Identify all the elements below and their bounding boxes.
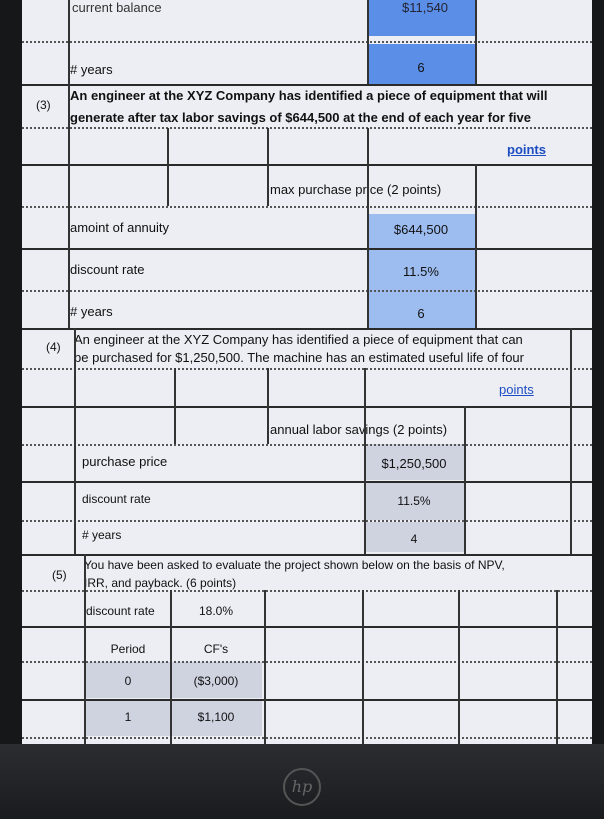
grid-line (84, 554, 86, 744)
question-3-number: (3) (36, 98, 51, 112)
period-1: 1 (124, 710, 132, 724)
q3-discount-value: 11.5% (403, 264, 439, 279)
q3-years2-label: # years (70, 304, 113, 319)
period-header: Period (110, 642, 146, 656)
grid-line (22, 554, 592, 556)
grid-line (22, 699, 592, 701)
grid-line (464, 406, 466, 554)
q4-discount-label: discount rate (82, 492, 151, 506)
question-4-line-1: An engineer at the XYZ Company has identified a piece of equipment that can (74, 332, 523, 347)
annual-labor-savings-label: annual labor savings (2 points) (270, 422, 448, 437)
grid-line (367, 128, 369, 328)
q4-discount-value: 11.5% (397, 494, 431, 508)
max-purchase-price-label: max purchase price (2 points) (270, 182, 442, 197)
q3-years2-value: 6 (417, 306, 425, 321)
question-5-line-1: You have been asked to evaluate the project shown below on the basis of NPV, (84, 558, 505, 572)
current-balance-label: current balance (72, 0, 162, 15)
grid-line (22, 737, 592, 739)
q3-years-value: 6 (417, 60, 425, 75)
grid-line (362, 590, 364, 744)
grid-line (22, 206, 592, 208)
question-4-number: (4) (46, 340, 61, 354)
grid-line (22, 41, 592, 43)
grid-line (174, 368, 176, 444)
cf-0: ($3,000) (193, 674, 239, 688)
current-balance-value: $11,540 (402, 0, 449, 15)
annuity-label: amoint of annuity (70, 220, 170, 235)
grid-line (167, 128, 169, 206)
grid-line (22, 127, 592, 129)
grid-line (267, 368, 269, 444)
q5-discount-label: discount rate (86, 604, 155, 618)
purchase-price-value: $1,250,500 (381, 456, 447, 471)
cf-1: $1,100 (197, 710, 235, 724)
question-5-line-2: IRR, and payback. (6 points) (84, 576, 237, 590)
grid-line (475, 0, 477, 84)
grid-line (74, 328, 76, 554)
grid-line (22, 84, 592, 86)
grid-line (68, 0, 70, 128)
spreadsheet (22, 0, 592, 744)
q5-discount-value: 18.0% (198, 604, 234, 618)
grid-line (22, 444, 592, 446)
grid-line (264, 590, 266, 744)
question-3-line-1: An engineer at the XYZ Company has identified a piece of equipment that will (70, 88, 548, 103)
cf-header: CF's (203, 642, 229, 656)
purchase-price-label: purchase price (82, 454, 168, 469)
grid-line (22, 406, 592, 408)
grid-line (22, 248, 592, 250)
grid-line (22, 481, 592, 483)
q4-years-value: 4 (410, 532, 418, 546)
grid-line (22, 520, 592, 522)
question-5-number: (5) (52, 568, 67, 582)
grid-line (68, 128, 70, 328)
grid-line (22, 368, 592, 370)
annuity-value: $644,500 (393, 222, 449, 237)
grid-line (570, 328, 572, 554)
grid-line (364, 368, 366, 554)
grid-line (22, 164, 592, 166)
q3-years-label: # years (70, 62, 113, 77)
grid-line (556, 590, 558, 744)
q4-points-link[interactable]: points (499, 382, 534, 397)
question-4-line-2: be purchased for $1,250,500. The machine has an estimated useful life of four (74, 350, 524, 365)
hp-logo: hp (283, 768, 321, 806)
q3-discount-label: discount rate (70, 262, 145, 277)
grid-line (458, 590, 460, 744)
grid-line (475, 164, 477, 328)
grid-line (267, 128, 269, 206)
grid-line (367, 0, 369, 84)
grid-line (22, 626, 592, 628)
grid-line (22, 661, 592, 663)
grid-line (170, 590, 172, 744)
q3-points-link[interactable]: points (507, 142, 546, 157)
q4-years-label: # years (82, 528, 122, 542)
grid-line (22, 328, 592, 330)
period-0: 0 (124, 674, 132, 688)
grid-line (22, 590, 592, 592)
grid-line (22, 290, 592, 292)
question-3-line-2: generate after tax labor savings of $644,500 at the end of each year for five (70, 110, 531, 125)
